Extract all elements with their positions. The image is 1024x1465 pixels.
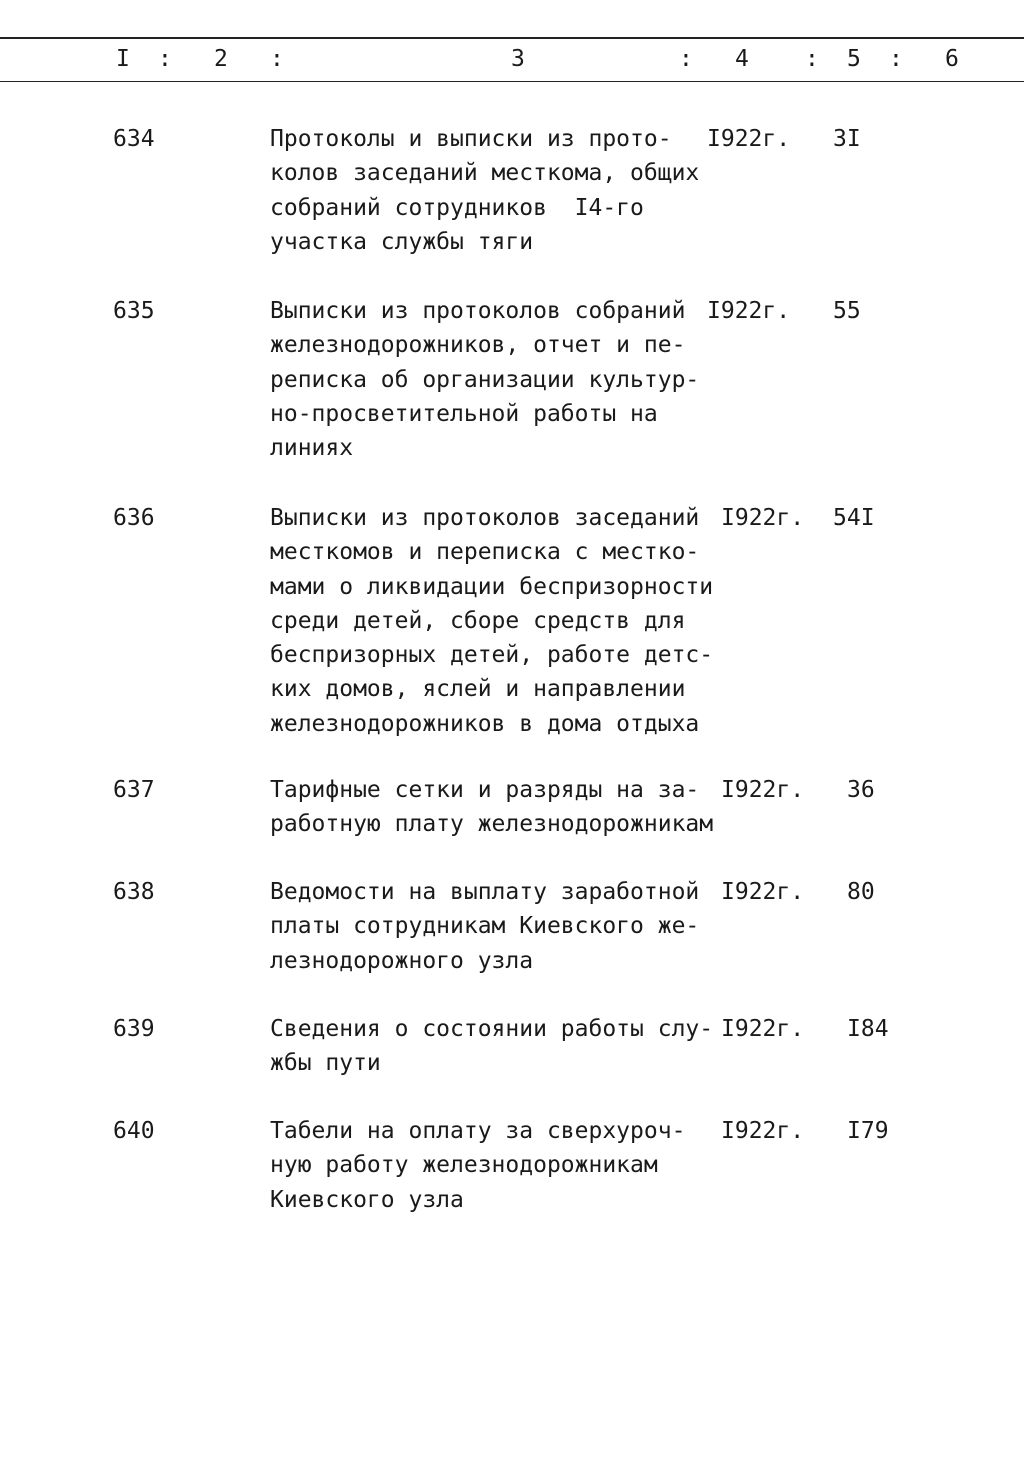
record-sheets: I84: [847, 1016, 889, 1042]
record-date: I922г.: [721, 1118, 805, 1144]
title-line: линиях: [270, 435, 354, 462]
record-title: [270, 1012, 713, 1081]
record-sheets: 54I: [833, 505, 875, 531]
title-line: ную работу железнодорожникам: [270, 1152, 658, 1179]
record-number: 635: [113, 298, 155, 324]
title-line: Киевского узла: [270, 1186, 464, 1213]
title-line: ких домов, яслей и направлении: [270, 676, 686, 703]
title-line: месткомов и переписка с местко-: [270, 539, 700, 566]
header-col-4: 4: [735, 46, 749, 72]
header-col-2: 2: [214, 46, 228, 72]
title-line: платы сотрудникам Киевского же-: [270, 913, 700, 940]
record-title: [270, 501, 713, 741]
record-sheets: 3I: [833, 126, 861, 152]
record-number: 637: [113, 777, 155, 803]
record-title: [270, 773, 713, 842]
title-line: среди детей, сборе средств для: [270, 607, 686, 634]
title-line: Ведомости на выплату заработной: [270, 879, 700, 905]
record-sheets: I79: [847, 1118, 889, 1144]
title-line: беспризорных детей, работе детс-: [270, 642, 714, 669]
record-title: [270, 1114, 685, 1217]
record-title: [270, 294, 699, 465]
header-col-5: 5: [847, 46, 861, 72]
header-separator: :: [158, 46, 172, 72]
title-line: Тарифные сетки и разряды на за-: [270, 777, 700, 803]
record-date: I922г.: [721, 1016, 805, 1042]
record-number: 639: [113, 1016, 155, 1042]
record-sheets: 36: [847, 777, 875, 803]
header-separator: :: [679, 46, 693, 72]
record-title: [270, 122, 699, 259]
title-line: железнодорожников в дома отдыха: [270, 710, 700, 737]
record-number: 636: [113, 505, 155, 531]
record-number: 638: [113, 879, 155, 905]
title-line: мами о ликвидации беспризорности: [270, 573, 714, 600]
header-separator: :: [270, 46, 284, 72]
title-line: работную плату железнодорожникам: [270, 811, 714, 838]
title-line: Выписки из протоколов заседаний: [270, 505, 700, 531]
record-date: I922г.: [721, 505, 805, 531]
title-line: жбы пути: [270, 1050, 381, 1077]
header-bottom-rule: [0, 81, 1024, 82]
record-number: 634: [113, 126, 155, 152]
title-line: Сведения о состоянии работы слу-: [270, 1016, 714, 1042]
record-sheets: 80: [847, 879, 875, 905]
title-line: колов заседаний месткома, общих: [270, 160, 700, 187]
record-title: [270, 875, 699, 978]
title-line: Выписки из протоколов собраний: [270, 298, 686, 324]
title-line: Протоколы и выписки из прото-: [270, 126, 672, 152]
title-line: Табели на оплату за сверхуроч-: [270, 1118, 686, 1144]
record-number: 640: [113, 1118, 155, 1144]
header-col-3: 3: [511, 46, 525, 72]
title-line: участка службы тяги: [270, 228, 534, 255]
title-line: железнодорожников, отчет и пе-: [270, 332, 686, 359]
record-date: I922г.: [707, 126, 791, 152]
header-separator: :: [805, 46, 819, 72]
header-top-rule: [0, 37, 1024, 39]
header-separator: :: [889, 46, 903, 72]
title-line: собраний сотрудников I4-го: [270, 194, 644, 221]
record-date: I922г.: [707, 298, 791, 324]
record-date: I922г.: [721, 879, 805, 905]
record-date: I922г.: [721, 777, 805, 803]
title-line: но-просветительной работы на: [270, 400, 658, 427]
header-col-6: 6: [945, 46, 959, 72]
record-sheets: 55: [833, 298, 861, 324]
header-col-1: I: [116, 46, 130, 72]
title-line: лезнодорожного узла: [270, 947, 534, 974]
title-line: реписка об организации культур-: [270, 366, 700, 393]
